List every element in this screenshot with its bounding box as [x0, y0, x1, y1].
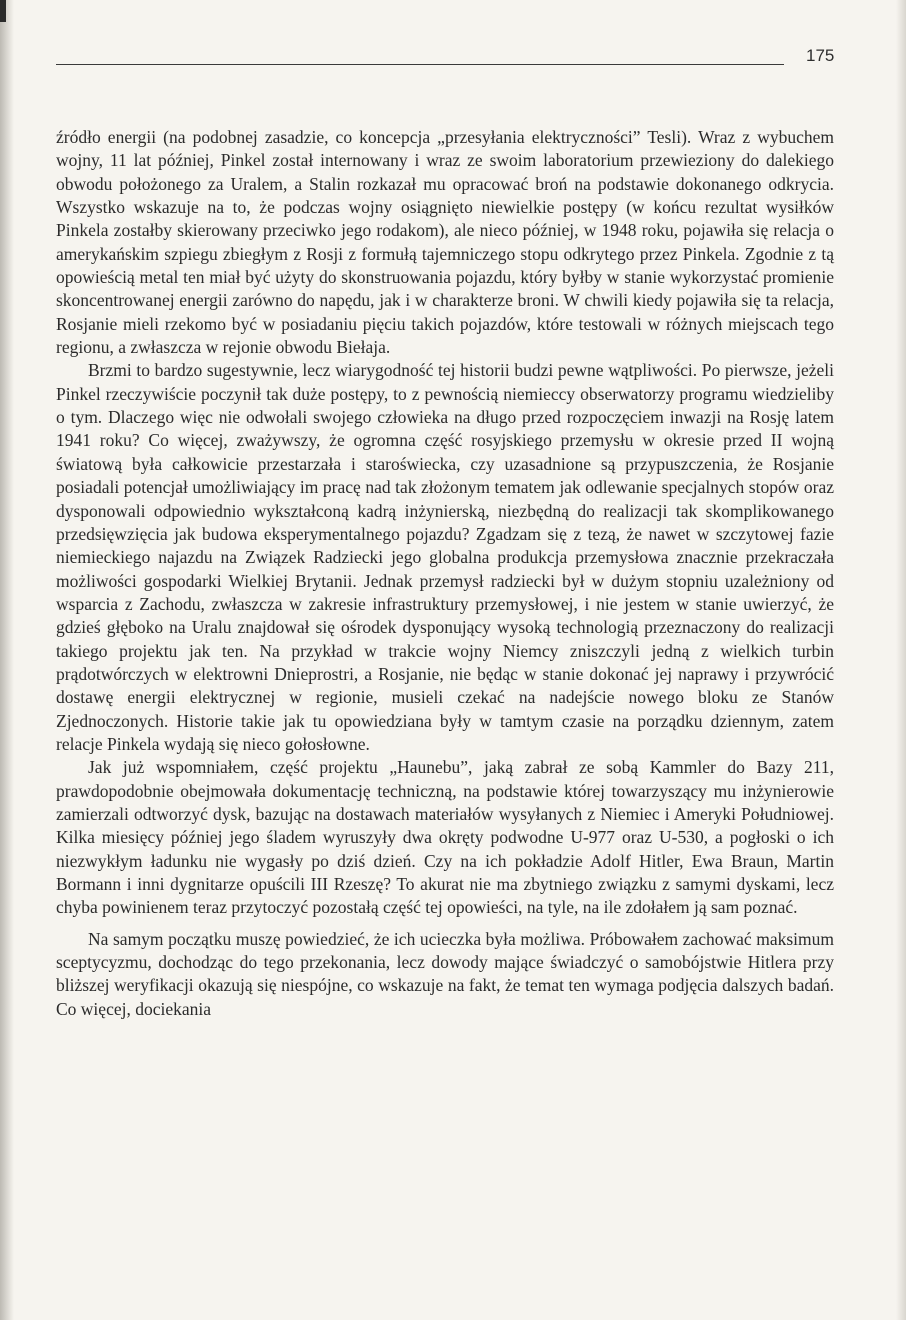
page-number: 175 — [806, 46, 835, 65]
binding-mark — [0, 0, 6, 22]
paragraph-1: źródło energii (na podobnej zasadzie, co koncepcja „przesyłania elektryczności” Tesli). Wraz z wybuchem wojny, 11 lat później, Pinkel został internowany i wraz ze swoim laboratorium przewieziony do dalekiego obwodu położonego za Uralem, a Stalin rozkazał mu opracować broń na podstawie dokonanego odkrycia. Wszystko wskazuje na to, że podczas wojny osiągnięto niewielkie postępy (w końcu rezultat wysiłków Pinkela zostałby skierowany przeciwko jego rodakom), ale nieco później, w 1948 roku, pojawiła się relacja o amerykańskim szpiegu zbiegłym z Rosji z formułą tajemniczego stopu odkrytego przez Pinkela. Zgodnie z tą opowieścią metal ten miał być użyty do skonstruowania pojazdu, który byłby w stanie wykorzystać promienie skoncentrowanej energii zarówno do napędu, jak i w charakterze broni. W chwili kiedy pojawiła się ta relacja, Rosjanie mieli rzekomo być w posiadaniu pięciu takich pojazdów, które testowali w różnych miejscach tego regionu, a zwłaszcza w rejonie obwodu Biełaja. — [56, 127, 834, 358]
scan-edge-shadow — [0, 0, 14, 1320]
scan-edge-shadow-right — [896, 0, 906, 1320]
paragraph-4: Na samym początku muszę powiedzieć, że ich ucieczka była możliwa. Próbowałem zachować maksimum sceptycyzmu, dochodząc do tego przekonania, lecz dowody mające świadczyć o samobójstwie Hitlera przy bliższej weryfikacji okazują się niespójne, co wskazuje na fakt, że temat ten wymaga podjęcia dalszych badań. Co więcej, dociekania — [56, 928, 834, 1019]
paragraph-3: Jak już wspomniałem, część projektu „Haunebu”, jaką zabrał ze sobą Kammler do Bazy 211, prawdopodobnie obejmowała dokumentację techniczną, na podstawie której towarzyszący mu inżynierowie zamierzali odtworzyć dysk, bazując na dostawach materiałów wysyłanych z Niemiec i Ameryki Południowej. Kilka miesięcy później jego śladem wyruszyły dwa okręty podwodne U-977 oraz U-530, a pogłoski o ich niezwykłym ładunku nie wygasły po dziś dzień. Czy na ich pokładzie Adolf Hitler, Ewa Braun, Martin Bormann i inni dygnitarze opuścili III Rzeszę? To akurat nie ma zbytniego związku z samymi dyskami, lecz chyba powinienem teraz przytoczyć pozostałą część tej opowieści, na tyle, na ile zdołałem ją sam poznać. — [56, 757, 834, 918]
header-rule — [56, 64, 784, 65]
body-text — [56, 126, 834, 1021]
paragraph-2: Brzmi to bardzo sugestywnie, lecz wiarygodność tej historii budzi pewne wątpliwości. Po pierwsze, jeżeli Pinkel rzeczywiście poczynił tak duże postępy, to z pewnością niemieccy obserwatorzy programu wiedzieliby o tym. Dlaczego więc nie odwołali swojego człowieka na długo przed rozpoczęciem inwazji na Rosję latem 1941 roku? Co więcej, zważywszy, że ogromna część rosyjskiego przemysłu w okresie przed II wojną światową była całkowicie przestarzała i staroświecka, czy uzasadnione są przypuszczenia, że Rosjanie posiadali potencjał umożliwiający im pracę nad tak złożonym tematem jak odlewanie specjalnych stopów oraz dysponowali odpowiednio wykształconą kadrą inżynierską, niezbędną do realizacji tak skomplikowanego przedsięwzięcia jak budowa eksperymentalnego pojazdu? Zgadzam się z tezą, że nawet w szczytowej fazie niemieckiego najazdu na Związek Radziecki jego globalna produkcja przemysłowa znacznie przekraczała możliwości gospodarki Wielkiej Brytanii. Jednak przemysł radziecki był w dużym stopniu uzależniony od wsparcia z Zachodu, zwłaszcza w zakresie infrastruktury przemysłowej, i nie jestem w stanie uwierzyć, że gdzieś głęboko na Uralu znajdował się ośrodek dysponujący wysoką technologią przeznaczony do realizacji takiego projektu jak ten. Na przykład w trakcie wojny Niemcy zniszczyli jedną z wielkich turbin prądotwórczych w elektrowni Dnieprostri, a Rosjanie, nie będąc w stanie dokonać jej naprawy i przywrócić dostawę energii elektrycznej w regionie, musieli czekać na nadejście nowego bloku ze Stanów Zjednoczonych. Historie takie jak tu opowiedziana były w tamtym czasie na porządku dziennym, zatem relacje Pinkela wydają się nieco gołosłowne. — [56, 360, 834, 754]
